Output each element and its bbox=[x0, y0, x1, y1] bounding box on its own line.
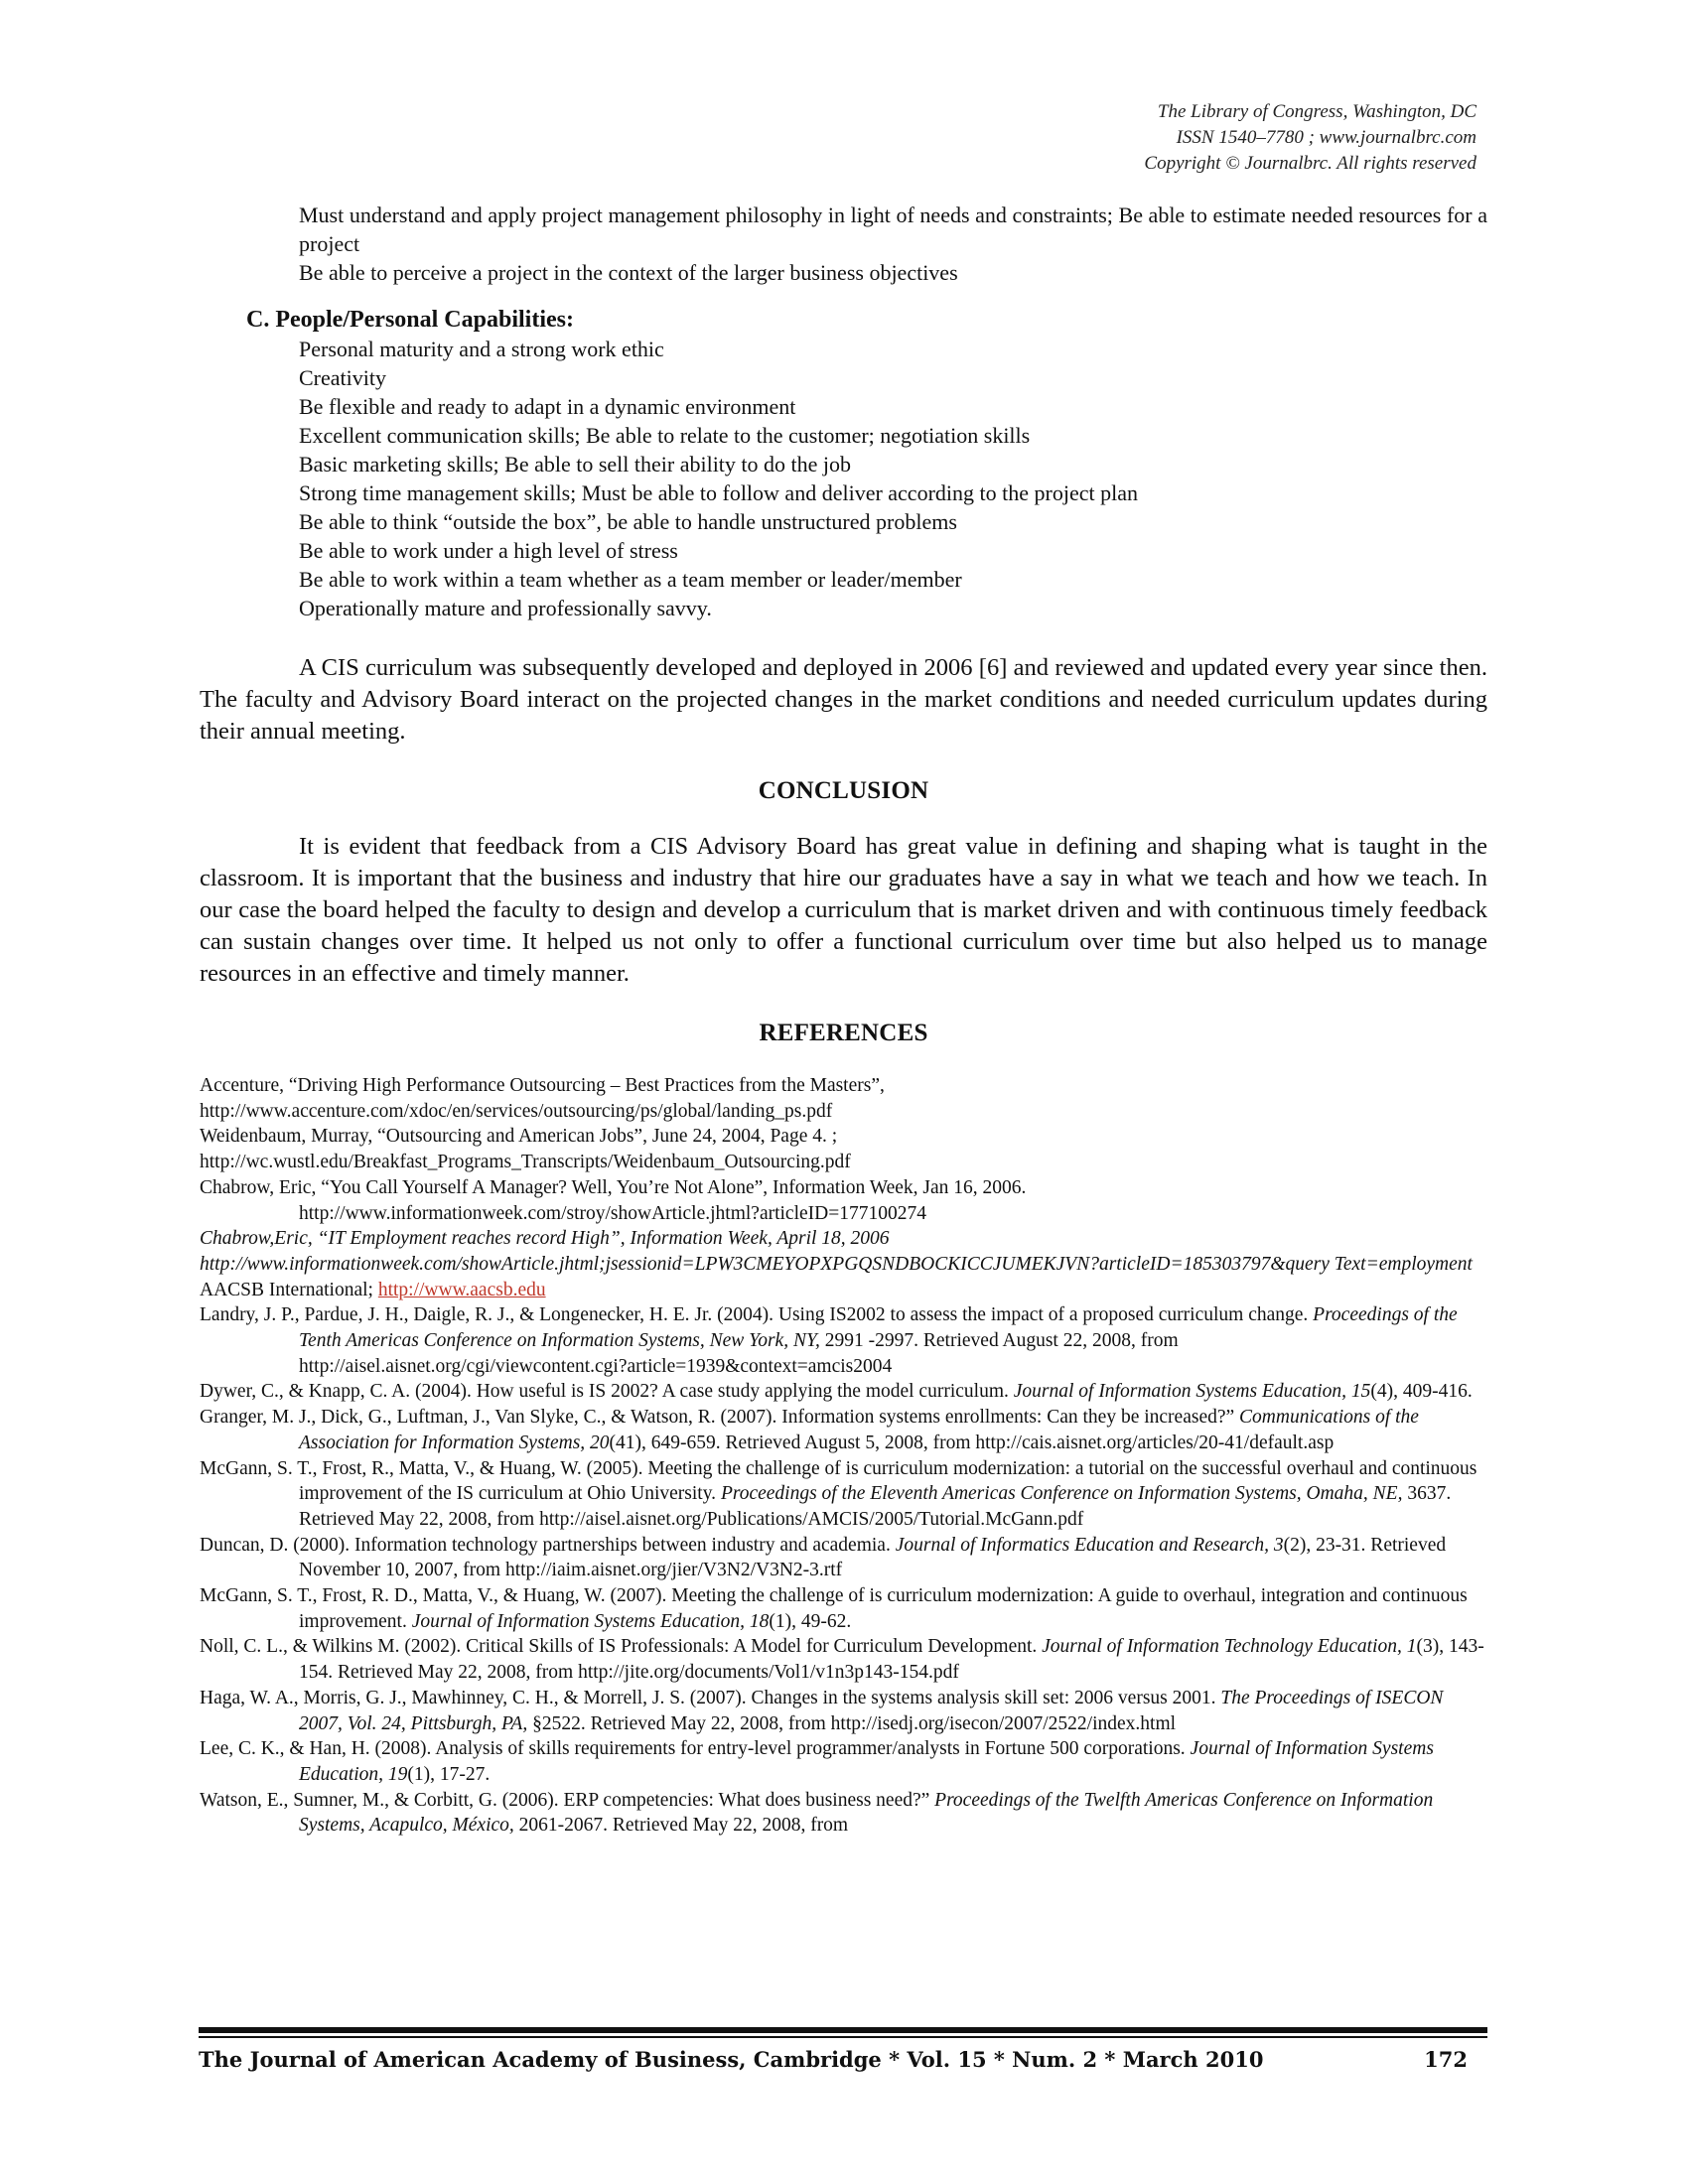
list-item: Be able to think “outside the box”, be able to handle unstructured problems bbox=[299, 509, 957, 534]
list-item: Be able to work under a high level of stress bbox=[299, 538, 678, 563]
reference-text: AACSB International; bbox=[200, 1279, 378, 1300]
list-item: Personal maturity and a strong work ethic bbox=[299, 337, 664, 361]
references-list bbox=[200, 1073, 1487, 1839]
footer-rule-thin bbox=[199, 2036, 1487, 2038]
reference-source: The Proceedings of ISECON 2007, Vol. 24, Pittsburgh, PA, bbox=[299, 1687, 1444, 1734]
reference-source: Proceedings of the Eleventh Americas Conference on Information Systems, Omaha, NE, bbox=[720, 1483, 1403, 1505]
reference-item bbox=[200, 1405, 1487, 1455]
reference-item bbox=[200, 1686, 1487, 1736]
reference-item bbox=[200, 1456, 1487, 1533]
reference-source: Journal of Information Systems Education, 18 bbox=[411, 1610, 770, 1632]
reference-text: Duncan, D. (2000). Information technology partnerships between industry and academia. bbox=[200, 1534, 896, 1556]
reference-item bbox=[200, 1634, 1487, 1685]
list-item: Basic marketing skills; Be able to sell their ability to do the job bbox=[299, 452, 852, 477]
reference-source: Proceedings of the Twelfth Americas Conference on Information Systems, Acapulco, México, bbox=[299, 1789, 1434, 1837]
reference-text: Noll, C. L., & Wilkins M. (2002). Critical Skills of IS Professionals: A Model for Curriculum Development. bbox=[200, 1636, 1043, 1658]
reference-url: http://www.informationweek.com/stroy/showArticle.jhtml?articleID=177100274 bbox=[299, 1202, 926, 1224]
reference-text: (41), 649-659. Retrieved August 5, 2008, from http://cais.aisnet.org/articles/20-41/default.asp bbox=[609, 1432, 1335, 1453]
list-item: Creativity bbox=[299, 365, 386, 390]
intro-item: Be able to perceive a project in the context of the larger business objectives bbox=[299, 260, 958, 285]
conclusion-title: CONCLUSION bbox=[758, 777, 929, 804]
reference-source: Proceedings of the Tenth Americas Conference on Information Systems, New York, NY, bbox=[299, 1304, 1458, 1352]
footer-journal: The Journal of American Academy of Business, Cambridge * Vol. 15 * Num. 2 * March 2010 bbox=[199, 2047, 1264, 2072]
reference-line: Accenture, “Driving High Performance Outsourcing – Best Practices from the Masters”, bbox=[200, 1075, 885, 1096]
reference-url: http://www.informationweek.com/showArticle.jhtml;jsessionid=LPW3CMEYOPXPGQSNDBOCKICCJUMEKJVN?articleID=185303797&query Text=employment bbox=[200, 1253, 1473, 1275]
reference-url: http://wc.wustl.edu/Breakfast_Programs_Transcripts/Weidenbaum_Outsourcing.pdf bbox=[200, 1152, 851, 1173]
intro-items bbox=[200, 201, 1487, 287]
reference-text: Granger, M. J., Dick, G., Luftman, J., Van Slyke, C., & Watson, R. (2007). Information systems enrollments: Can they be increased?” bbox=[200, 1407, 1240, 1429]
reference-line: Chabrow, Eric, “You Call Yourself A Manager? Well, You’re Not Alone”, Information Week, Jan 16, 2006. bbox=[200, 1176, 1027, 1198]
reference-text: McGann, S. T., Frost, R. D., Matta, V., & Huang, W. (2007). Meeting the challenge of is curriculum modernization: A guide to overhaul, integration and continuous improvement. bbox=[200, 1585, 1468, 1632]
reference-item bbox=[200, 1278, 1487, 1303]
reference-source: Communications of the Association for Information Systems, 20 bbox=[299, 1407, 1419, 1453]
reference-text: Dywer, C., & Knapp, C. A. (2004). How useful is IS 2002? A case study applying the model curriculum. bbox=[200, 1381, 1014, 1403]
reference-text: 3637. Retrieved May 22, 2008, from http://aisel.aisnet.org/Publications/AMCIS/2005/Tutorial.McGann.pdf bbox=[299, 1483, 1452, 1530]
reference-item bbox=[200, 1175, 1487, 1226]
references-title: REFERENCES bbox=[759, 1020, 928, 1046]
capabilities-list bbox=[200, 335, 1487, 622]
list-item: Be flexible and ready to adapt in a dynamic environment bbox=[299, 394, 796, 419]
reference-text: (3), 143-154. Retrieved May 22, 2008, from http://jite.org/documents/Vol1/v1n3p143-154.pdf bbox=[299, 1636, 1484, 1684]
reference-text: §2522. Retrieved May 22, 2008, from http://isedj.org/isecon/2007/2522/index.html bbox=[527, 1712, 1177, 1734]
reference-source: Journal of Informatics Education and Research, 3 bbox=[895, 1534, 1284, 1556]
list-item: Strong time management skills; Must be able to follow and deliver according to the project plan bbox=[299, 480, 1138, 505]
reference-source: Journal of Information Technology Education, 1 bbox=[1042, 1636, 1417, 1658]
aacsb-link[interactable]: http://www.aacsb.edu bbox=[377, 1279, 546, 1300]
conclusion-paragraph: It is evident that feedback from a CIS Advisory Board has great value in defining and shaping what is taught in the classroom. It is important that the business and industry that hire our graduates have a say in what we teach and how we teach. In our case the board helped the faculty to design and develop a curriculum that is market driven and with continuous timely feedback can sustain changes over time. It helped us not only to offer a functional curriculum over time but also helped us to manage resources in an effective and timely manner. bbox=[200, 833, 1487, 987]
reference-text: Haga, W. A., Morris, G. J., Mawhinney, C. H., & Morrell, J. S. (2007). Changes in the systems analysis skill set: 2006 versus 2001. bbox=[200, 1687, 1221, 1708]
header-line-2: ISSN 1540–7780 ; www.journalbrc.com bbox=[1176, 127, 1477, 148]
reference-item bbox=[200, 1124, 1487, 1174]
reference-item bbox=[200, 1379, 1487, 1405]
reference-item bbox=[200, 1583, 1487, 1634]
list-item: Excellent communication skills; Be able to relate to the customer; negotiation skills bbox=[299, 423, 1031, 448]
reference-text: McGann, S. T., Frost, R., Matta, V., & Huang, W. (2005). Meeting the challenge of is curriculum modernization: a tutorial on the successful overhaul and continuous improvement of the IS curriculum at Ohio University. bbox=[200, 1457, 1477, 1505]
reference-line: Weidenbaum, Murray, “Outsourcing and American Jobs”, June 24, 2004, Page 4. ; bbox=[200, 1126, 838, 1148]
reference-text: 2061-2067. Retrieved May 22, 2008, from bbox=[513, 1815, 849, 1837]
page-content bbox=[200, 201, 1487, 1839]
list-item: Be able to work within a team whether as a team member or leader/member bbox=[299, 567, 962, 592]
section-c-heading: C. People/Personal Capabilities: bbox=[246, 307, 574, 333]
reference-text: Lee, C. K., & Han, H. (2008). Analysis of skills requirements for entry-level programmer/analysts in Fortune 500 corporations. bbox=[200, 1738, 1191, 1760]
reference-text: (2), 23-31. Retrieved November 10, 2007, from http://iaim.aisnet.org/jier/V3N2/V3N2-3.rtf bbox=[299, 1534, 1447, 1581]
page-header bbox=[1144, 99, 1477, 177]
reference-text: Landry, J. P., Pardue, J. H., Daigle, R. J., & Longenecker, H. E. Jr. (2004). Using IS2002 to assess the impact of a proposed curriculum change. bbox=[200, 1304, 1314, 1326]
intro-item: Must understand and apply project management philosophy in light of needs and constraints; Be able to estimate needed resources for a project bbox=[299, 203, 1487, 256]
reference-source: Journal of Information Systems Education, 15 bbox=[1013, 1381, 1371, 1403]
footer-rule-thick bbox=[199, 2027, 1487, 2033]
reference-text: (1), 49-62. bbox=[769, 1610, 852, 1632]
reference-item bbox=[200, 1302, 1487, 1379]
reference-line: Chabrow,Eric, “IT Employment reaches record High”, Information Week, April 18, 2006 bbox=[200, 1228, 890, 1250]
reference-text: (1), 17-27. bbox=[407, 1763, 491, 1785]
reference-item bbox=[200, 1226, 1487, 1252]
reference-item bbox=[200, 1736, 1487, 1787]
reference-text: Watson, E., Sumner, M., & Corbitt, G. (2006). ERP competencies: What does business need?” bbox=[200, 1789, 935, 1811]
list-item: Operationally mature and professionally savvy. bbox=[299, 596, 712, 620]
reference-text: 2991 -2997. Retrieved August 22, 2008, from http://aisel.aisnet.org/cgi/viewcontent.cgi?article=1939&context=amcis2004 bbox=[299, 1330, 1179, 1377]
reference-text: (4), 409-416. bbox=[1370, 1381, 1473, 1403]
reference-item bbox=[200, 1788, 1487, 1839]
header-line-1: The Library of Congress, Washington, DC bbox=[1157, 101, 1477, 122]
body-paragraph: A CIS curriculum was subsequently developed and deployed in 2006 [6] and reviewed and updated every year since then. The faculty and Advisory Board interact on the projected changes in the market conditions and needed curriculum updates during their annual meeting. bbox=[200, 654, 1487, 745]
header-line-3: Copyright © Journalbrc. All rights reserved bbox=[1144, 153, 1477, 174]
reference-item bbox=[200, 1073, 1487, 1124]
reference-item bbox=[200, 1252, 1487, 1278]
page-number: 172 bbox=[1424, 2047, 1468, 2072]
reference-url: http://www.accenture.com/xdoc/en/services/outsourcing/ps/global/landing_ps.pdf bbox=[200, 1100, 833, 1122]
reference-item bbox=[200, 1533, 1487, 1583]
reference-source: Journal of Information Systems Education, 19 bbox=[299, 1738, 1434, 1785]
